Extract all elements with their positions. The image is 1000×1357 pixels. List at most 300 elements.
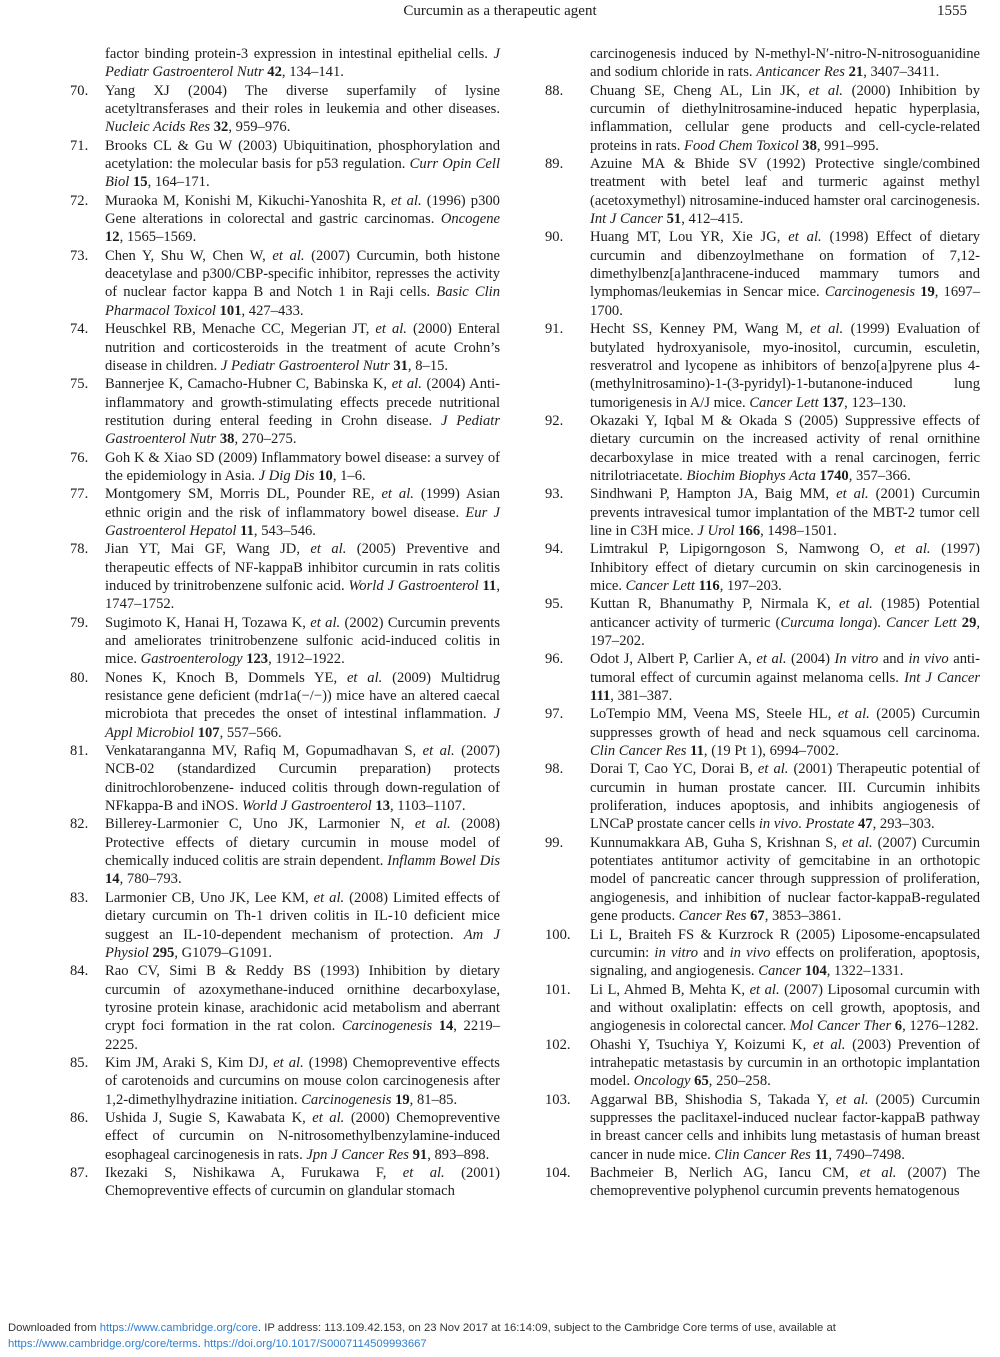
reference-text-run: , 134–141. — [281, 64, 344, 81]
reference-number: 100. — [545, 926, 571, 943]
italic-text: Am J Physiol — [105, 926, 500, 961]
volume-number: 42 — [267, 64, 282, 81]
volume-number: 21 — [848, 64, 864, 81]
reference-text — [105, 82, 500, 137]
italic-text: et al. — [859, 1164, 897, 1181]
volume-number: 11 — [814, 1146, 829, 1163]
reference-text-run: , 1565–1569. — [119, 229, 197, 246]
reference-text-run: , 1498–1501. — [760, 522, 837, 539]
reference-text — [590, 45, 980, 82]
reference-number: 87. — [70, 1164, 89, 1181]
volume-number: 111 — [590, 688, 611, 705]
volume-number: 15 — [132, 174, 148, 191]
reference-text-run: Li L, Ahmed B, Mehta K, — [590, 981, 750, 998]
reference-continuation — [70, 45, 500, 82]
reference-text-run: Ushida J, Sugie S, Kawabata K, — [105, 1109, 313, 1126]
italic-text: Cancer — [758, 963, 805, 980]
reference-text-run: , 381–387. — [610, 688, 673, 705]
reference-text-run: , 197–202. — [590, 614, 981, 649]
reference-text-run: , 427–433. — [241, 302, 304, 319]
reference-number: 94. — [545, 541, 564, 558]
italic-text: Gastroenterology — [140, 651, 247, 668]
reference-item — [545, 705, 980, 760]
italic-text: et al. — [312, 1109, 345, 1126]
reference-text-run: Aggarwal BB, Shishodia S, Takada Y, — [590, 1091, 836, 1108]
reference-text — [105, 962, 500, 1054]
italic-text: et al. — [272, 247, 305, 264]
volume-number: 47 — [858, 816, 873, 833]
reference-text — [590, 228, 980, 320]
reference-text — [590, 760, 980, 833]
reference-item — [545, 926, 980, 981]
italic-text: J Urol — [697, 522, 739, 539]
italic-text: Carcinogenesis — [301, 1091, 396, 1108]
reference-item — [70, 1054, 500, 1109]
reference-text-run: , 1912–1922. — [268, 651, 345, 668]
italic-text: et al. — [346, 669, 383, 686]
italic-text: et al. — [839, 596, 873, 613]
reference-text — [590, 1164, 980, 1201]
reference-text-run: Billerey-Larmonier C, Uno JK, Larmonier N, — [105, 816, 415, 833]
reference-text-run: Odot J, Albert P, Carlier A, — [590, 651, 757, 668]
volume-number: 137 — [822, 394, 845, 411]
reference-text-run: , 3407–3411. — [863, 64, 940, 81]
italic-text: Cancer Lett — [886, 614, 962, 631]
reference-text-run: (1996) p300 Gene alterations in colorectal and gastric carcinomas. — [105, 192, 500, 228]
reference-text-run: , 557–566. — [219, 724, 282, 741]
italic-text: J Pediatr Gastroenterol Nutr — [220, 357, 394, 374]
italic-text: Curr Opin Cell Biol — [105, 156, 500, 191]
italic-text: et al. — [835, 1091, 869, 1108]
reference-text-run: (2001) Therapeutic potential of curcumin in human prostate cancer. III. Curcumin inhibits proliferation, induces apoptosis, and inhibits angiogenesis of LNCaP prostate cancer cells — [590, 761, 980, 833]
italic-text: in vivo — [758, 816, 799, 833]
volume-number: 31 — [393, 357, 408, 374]
footer-text: Downloaded from — [8, 1322, 100, 1334]
italic-text: J Dig Dis — [258, 467, 319, 484]
italic-text: et al. — [414, 816, 451, 833]
volume-number: 32 — [213, 119, 229, 136]
reference-item — [545, 650, 980, 705]
reference-text — [105, 1054, 500, 1109]
reference-text-run: (1999) Evaluation of butylated hydroxyanisole, myo-inositol, curcumin, esculetin, resveratrol and lycopene as inhibitors of benzo[a]pyrene plus 4-(methylnitrosamino)-1-(3-pyridyl)-1-butanone-induced lung tumorigenesis in A/J mice. — [590, 321, 980, 411]
reference-item — [545, 155, 980, 228]
italic-text: et al. — [375, 321, 407, 338]
italic-text: J Pediatr Gastroenterol Nutr — [105, 46, 500, 81]
reference-item — [70, 82, 500, 137]
reference-text-run: , 1322–1331. — [826, 963, 904, 980]
italic-text: et al. — [808, 82, 843, 99]
reference-number: 84. — [70, 963, 89, 980]
italic-text: Int J Cancer — [590, 211, 667, 228]
reference-text-run: , 270–275. — [234, 431, 297, 448]
reference-number: 102. — [545, 1036, 571, 1053]
italic-text: Inflamm Bowel Dis — [387, 853, 500, 870]
italic-text: J Pediatr Gastroenterol Nutr — [105, 412, 501, 448]
reference-item — [70, 247, 500, 320]
reference-text-run: anti-tumoral effect of curcumin against melanoma cells. — [590, 651, 980, 686]
page-number: 1555 — [937, 3, 967, 19]
reference-number: 104. — [545, 1164, 571, 1181]
reference-number: 88. — [545, 82, 564, 99]
reference-number: 93. — [545, 486, 564, 503]
reference-text-run: , 1103–1107. — [389, 798, 466, 815]
reference-text-run: Chuang SE, Cheng AL, Lin JK, — [590, 82, 809, 99]
italic-text: et al. — [837, 706, 870, 723]
reference-text — [590, 1036, 980, 1091]
reference-columns — [70, 45, 980, 1201]
reference-text-run: , G1079–G1091. — [174, 944, 273, 961]
italic-text: in vivo — [729, 944, 771, 961]
italic-text: Carcinogenesis — [824, 284, 921, 301]
reference-text-run: (2005) Preventive and therapeutic effects of NF-kappaB inhibitor curcumin in rats colitis induced by trinitrobenzene sulfonic acid. — [105, 541, 500, 594]
reference-item — [545, 760, 980, 833]
reference-text — [105, 1164, 500, 1201]
reference-text-run: (2004) Anti-inflammatory and growth-stimulating effects precede nutritional restitution during enteral feeding in Crohn disease. — [105, 376, 500, 429]
italic-text: et al. — [391, 376, 422, 393]
reference-item — [70, 614, 500, 669]
reference-text-run: Larmonier CB, Uno JK, Lee KM, — [105, 889, 314, 906]
reference-item — [545, 320, 980, 412]
reference-text-run: Kunnumakkara AB, Guha S, Krishnan S, — [590, 834, 843, 851]
volume-number: 11 — [240, 522, 254, 539]
reference-text — [590, 155, 980, 228]
reference-text — [105, 247, 500, 320]
reference-item — [70, 742, 500, 815]
reference-text-run: (2007) The chemopreventive polyphenol curcumin prevents hematogenous — [590, 1164, 980, 1200]
reference-text-run: (1997) Inhibitory effect of dietary curcumin on skin carcinogenesis in mice. — [590, 541, 980, 594]
italic-text: In vitro — [834, 651, 879, 668]
references-right-column — [545, 45, 980, 1201]
volume-number: 51 — [666, 211, 682, 228]
reference-item — [70, 889, 500, 962]
reference-text-run: , 250–258. — [708, 1073, 771, 1090]
italic-text: Basic Clin Pharmacol Toxicol — [105, 284, 500, 319]
italic-text: Clin Cancer Res — [590, 743, 691, 760]
reference-text — [590, 650, 980, 705]
reference-text-run: (1998) Chemopreventive effects of carotenoids and curcumins on mouse colon carcinogenesis after 1,2-dimethylhydrazine initiation. — [105, 1054, 500, 1108]
reference-item — [545, 1091, 980, 1164]
reference-text-run: , 1697–1700. — [590, 284, 981, 319]
reference-text-run: (2008) Protective effects of dietary curcumin in mouse model of chemically induced colitis are strain dependent. — [105, 816, 500, 870]
reference-text-run: (1998) Effect of dietary curcumin and dibenzoylmethane on formation of 7,12-dimethylbenz[a]anthracene-induced mammary tumors and lymphomas/leukemias in Sencar mice. — [590, 229, 980, 301]
italic-text: et al. — [842, 834, 873, 851]
reference-number: 71. — [70, 137, 89, 154]
reference-text-run: (2001) Chemopreventive effects of curcumin on glandular stomach — [105, 1164, 500, 1200]
reference-number: 80. — [70, 669, 89, 686]
references-left-column — [70, 45, 500, 1201]
reference-text-run: , 357–366. — [848, 467, 911, 484]
italic-text: et al. — [749, 981, 780, 998]
reference-text-run: and — [698, 944, 730, 961]
volume-number: 123 — [246, 651, 269, 668]
italic-text: et al. — [756, 651, 787, 668]
italic-text: Prostate — [805, 816, 859, 833]
footer-line-2 — [8, 1336, 968, 1352]
reference-text-run: Limtrakul P, Lipigorngoson S, Namwong O, — [590, 541, 895, 558]
reference-text-run: Sugimoto K, Hanai H, Tozawa K, — [105, 614, 311, 631]
reference-text — [105, 815, 500, 888]
reference-text-run: Li L, Braiteh FS & Kurzrock R (2005) Liposome-encapsulated curcumin: — [590, 926, 980, 961]
reference-text-run: , 780–793. — [119, 871, 182, 888]
reference-item — [545, 540, 980, 595]
italic-text: et al. — [273, 1054, 304, 1071]
reference-text-run: (1999) Asian ethnic origin and the risk of inflammatory bowel disease. — [105, 486, 500, 521]
reference-item — [70, 137, 500, 192]
reference-text-run: , 7490–7498. — [828, 1146, 905, 1163]
volume-number: 11 — [482, 577, 497, 594]
italic-text: et al. — [381, 486, 414, 503]
reference-number: 92. — [545, 412, 564, 429]
italic-text: Eur J Gastroenterol Hepatol — [105, 504, 500, 539]
reference-text-run: (2008) Limited effects of dietary curcumin on Th-1 driven colitis in IL-10 deficient mice suggest an IL-10-dependent mechanism of protection. — [105, 889, 500, 943]
reference-number: 90. — [545, 229, 564, 246]
reference-text — [105, 192, 500, 247]
reference-number: 83. — [70, 889, 89, 906]
footer-link[interactable]: https://www.cambridge.org/core — [99, 1322, 258, 1334]
reference-text-run: (2003) Prevention of intrahepatic metastasis by curcumin in an orthotopic implantation model. — [590, 1036, 980, 1090]
italic-text: et al. — [788, 229, 822, 246]
volume-number: 104 — [804, 963, 827, 980]
reference-text-run: , 2219–2225. — [105, 1018, 501, 1053]
italic-text: et al. — [310, 614, 341, 631]
reference-number: 99. — [545, 834, 564, 851]
italic-text: Cancer Lett — [749, 394, 823, 411]
italic-text: Biochim Biophys Acta — [686, 467, 820, 484]
reference-text — [105, 742, 500, 815]
reference-text — [105, 449, 500, 486]
reference-item — [545, 412, 980, 485]
reference-text-run: (2000) Enteral nutrition and corticosteroids in the treatment of acute Crohn’s disease in children. — [105, 321, 501, 374]
italic-text: World J Gastroenterol — [348, 577, 483, 594]
reference-text-run: ). — [872, 614, 886, 631]
reference-text-run: , 893–898. — [427, 1146, 490, 1163]
reference-item — [70, 192, 500, 247]
reference-text-run: (2001) Curcumin prevents intravesical tumor implantation of the MBT-2 tumor cell line in C3H mice. — [590, 486, 980, 539]
volume-number: 13 — [375, 798, 390, 815]
volume-number: 91 — [412, 1146, 428, 1163]
reference-text-run: , 1747–1752. — [105, 577, 500, 613]
reference-text — [590, 834, 980, 926]
reference-item — [545, 1036, 980, 1091]
reference-number: 79. — [70, 614, 89, 631]
reference-text — [590, 926, 980, 981]
italic-text: Cancer Res — [678, 908, 751, 925]
footer-link[interactable]: https://www.cambridge.org/core/terms — [8, 1338, 198, 1350]
reference-text-run: Chen Y, Shu W, Chen W, — [105, 247, 273, 264]
italic-text: Int J Cancer — [904, 669, 981, 686]
reference-text — [105, 137, 500, 192]
reference-text-run: Kuttan R, Bhanumathy P, Nirmala K, — [590, 596, 840, 613]
reference-text — [105, 485, 500, 540]
reference-text-run: Dorai T, Cao YC, Dorai B, — [590, 761, 758, 778]
italic-text: Food Chem Toxicol — [684, 137, 803, 154]
reference-text-run: (2005) Curcumin suppresses the paclitaxel-induced nuclear factor-kappaB pathway in breast cancer cells and inhibits lung metastasis of human breast cancer in nude mice. — [590, 1091, 980, 1163]
reference-number: 82. — [70, 816, 89, 833]
reference-item — [70, 449, 500, 486]
reference-number: 85. — [70, 1054, 89, 1071]
reference-text-run: LoTempio MM, Veena MS, Steele HL, — [590, 706, 838, 723]
reference-number: 77. — [70, 486, 89, 503]
volume-number: 38 — [219, 431, 235, 448]
footer-link[interactable]: https://doi.org/10.1017/S0007114509993667 — [203, 1338, 427, 1350]
reference-number: 72. — [70, 192, 89, 209]
reference-item — [545, 595, 980, 650]
italic-text: World J Gastroenterol — [242, 798, 376, 815]
reference-number: 76. — [70, 449, 89, 466]
reference-item — [545, 834, 980, 926]
reference-number: 74. — [70, 321, 89, 338]
footer-text: . IP address: 113.109.42.153, on 23 Nov 2017 at 16:14:09, subject to the Cambridge Core terms of use, available at — [257, 1322, 836, 1334]
italic-text: et al. — [810, 321, 844, 338]
reference-number: 73. — [70, 247, 89, 264]
reference-item — [545, 981, 980, 1036]
reference-number: 75. — [70, 376, 89, 393]
reference-text-run: , 197–203. — [719, 577, 782, 594]
reference-text-run: Kim JM, Araki S, Kim DJ, — [105, 1054, 274, 1071]
reference-text-run: Ikezaki S, Nishikawa A, Furukawa F, — [105, 1164, 403, 1181]
reference-text-run: Huang MT, Lou YR, Xie JG, — [590, 229, 789, 246]
volume-number: 166 — [738, 522, 761, 539]
italic-text: et al. — [422, 743, 455, 760]
reference-text-run: Muraoka M, Konishi M, Kikuchi-Yanoshita R, — [105, 192, 391, 209]
volume-number: 38 — [802, 137, 817, 154]
reference-text-run: , 959–976. — [228, 119, 291, 136]
reference-text-run: (2002) Curcumin prevents and ameliorates trinitrobenzene sulfonic acid-induced colitis in mice. — [105, 614, 500, 668]
volume-number: 65 — [694, 1073, 709, 1090]
reference-number: 78. — [70, 541, 89, 558]
reference-text-run: , 1–6. — [332, 467, 366, 484]
italic-text: Anticancer Res — [756, 64, 849, 81]
volume-number: 19 — [920, 284, 935, 301]
reference-text — [105, 669, 500, 742]
italic-text: et al. — [813, 1036, 846, 1053]
reference-number: 95. — [545, 596, 564, 613]
reference-text-run: , 543–546. — [253, 522, 316, 539]
italic-text: Curcuma longa — [780, 614, 873, 631]
reference-text — [105, 45, 500, 82]
reference-item — [70, 485, 500, 540]
reference-text — [590, 412, 980, 485]
volume-number: 19 — [395, 1091, 410, 1108]
italic-text: et al. — [402, 1164, 445, 1181]
reference-item — [545, 1164, 980, 1201]
reference-number: 96. — [545, 651, 564, 668]
reference-text-run: Hecht SS, Kenney PM, Wang M, — [590, 321, 811, 338]
italic-text: et al. — [313, 889, 345, 906]
footer-line-1 — [8, 1320, 968, 1336]
reference-number: 70. — [70, 82, 89, 99]
italic-text: in vitro — [654, 944, 699, 961]
reference-text-run: (2007) NCB-02 (standardized Curcumin preparation) protects dinitrochlorobenzene- induced colitis through down-regulation of NFkappa-B and iNOS. — [105, 743, 500, 815]
italic-text: et al. — [390, 192, 422, 209]
reference-text-run: , 412–415. — [681, 211, 744, 228]
volume-number: 116 — [698, 577, 720, 594]
reference-text — [105, 614, 500, 669]
reference-text-run: effects on proliferation, apoptosis, signaling, and angiogenesis. — [590, 944, 980, 980]
reference-text-run: Brooks CL & Gu W (2003) Ubiquitination, phosphorylation and acetylation: the molecular basis for p53 regulation. — [105, 137, 500, 173]
reference-text-run: (2009) Multidrug resistance gene deficient (mdr1a(−/−)) mice have an altered caecal microbiota that precedes the onset of intestinal inflammation. — [105, 669, 500, 723]
italic-text: Cancer Lett — [625, 577, 699, 594]
italic-text: et al. — [757, 761, 789, 778]
reference-text — [105, 1109, 500, 1164]
reference-text-run: Okazaki Y, Iqbal M & Okada S (2005) Suppressive effects of dietary curcumin on the increased activity of renal ornithine decarboxylase in mice treated with a renal carcinogen, ferric nitrilotriacetate. — [590, 412, 980, 484]
reference-number: 103. — [545, 1091, 571, 1108]
volume-number: 11 — [690, 743, 704, 760]
italic-text: et al. — [310, 541, 347, 558]
reference-number: 101. — [545, 981, 571, 998]
reference-text — [590, 981, 980, 1036]
reference-text-run: Sindhwani P, Hampton JA, Baig MM, — [590, 486, 837, 503]
reference-text-run: (1985) Potential anticancer activity of turmeric ( — [590, 596, 980, 631]
reference-item — [545, 82, 980, 155]
reference-text-run: (2004) — [786, 651, 835, 668]
reference-text-run: , 293–303. — [872, 816, 935, 833]
italic-text: J Appl Microbiol — [105, 706, 500, 741]
italic-text: Oncogene — [440, 211, 500, 228]
volume-number: 107 — [197, 724, 220, 741]
volume-number: 67 — [750, 908, 765, 925]
volume-number: 14 — [105, 871, 120, 888]
italic-text: et al. — [836, 486, 869, 503]
reference-text-run: , 3853–3861. — [764, 908, 842, 925]
reference-text-run: Ohashi Y, Tsuchiya Y, Koizumi K, — [590, 1036, 814, 1053]
reference-text-run: , 81–85. — [409, 1091, 458, 1108]
reference-text-run: , 1276–1282. — [902, 1018, 979, 1035]
reference-text-run: and — [878, 651, 909, 668]
download-footer — [8, 1320, 968, 1352]
italic-text: Oncology — [633, 1073, 695, 1090]
footer-text: . — [197, 1338, 204, 1350]
reference-text — [105, 375, 500, 448]
italic-text: Nucleic Acids Res — [105, 119, 214, 136]
reference-item — [70, 815, 500, 888]
reference-item — [70, 669, 500, 742]
reference-text-run: . — [798, 816, 806, 833]
italic-text: Jpn J Cancer Res — [306, 1146, 413, 1163]
reference-text — [105, 889, 500, 962]
reference-text-run: (2007) Liposomal curcumin with and without oxaliplatin: effects on cell growth, apoptosis, and angiogenesis in colorectal cancer. — [590, 981, 981, 1035]
volume-number: 295 — [152, 944, 175, 961]
page-title: Curcumin as a therapeutic agent — [403, 3, 597, 19]
volume-number: 12 — [105, 229, 120, 246]
reference-item — [70, 540, 500, 613]
volume-number: 1740 — [819, 467, 849, 484]
reference-text-run: Montgomery SM, Morris DL, Pounder RE, — [105, 486, 382, 503]
reference-number: 91. — [545, 321, 564, 338]
reference-text-run: Azuine MA & Bhide SV (1992) Protective single/combined treatment with betel leaf and turmeric against methyl (acetoxymethyl) nitrosamine-induced hamster oral carcinogenesis. — [590, 156, 980, 209]
running-head — [0, 3, 1000, 25]
reference-number: 86. — [70, 1109, 89, 1126]
reference-text — [590, 705, 980, 760]
italic-text: in vivo — [908, 651, 949, 668]
reference-text-run: , 8–15. — [407, 357, 449, 374]
reference-number: 97. — [545, 706, 564, 723]
reference-text — [590, 82, 980, 155]
reference-text-run: Rao CV, Simi B & Reddy BS (1993) Inhibition by dietary curcumin of azoxymethane-induced ornithine decarboxylase, tyrosine protein kinase, arachidonic acid metabolism and aberrant crypt foci formation in the rat colon. — [105, 963, 500, 1035]
reference-text-run: Nones K, Knoch B, Dommels YE, — [105, 669, 347, 686]
volume-number: 29 — [961, 614, 977, 631]
reference-text-run: Heuschkel RB, Menache CC, Megerian JT, — [105, 321, 376, 338]
volume-number: 14 — [438, 1018, 454, 1035]
reference-text — [590, 485, 980, 540]
italic-text: Carcinogenesis — [341, 1018, 439, 1035]
reference-text — [105, 540, 500, 613]
reference-text-run: Venkataranganna MV, Rafiq M, Gopumadhavan S, — [105, 743, 423, 760]
reference-text-run: carcinogenesis induced by N-methyl-N′-nitro-N-nitrosoguanidine and sodium chloride in rats. — [590, 46, 980, 81]
reference-text-run: Jian YT, Mai GF, Wang JD, — [105, 541, 311, 558]
reference-continuation — [545, 45, 980, 82]
reference-text-run: , 164–171. — [147, 174, 210, 191]
